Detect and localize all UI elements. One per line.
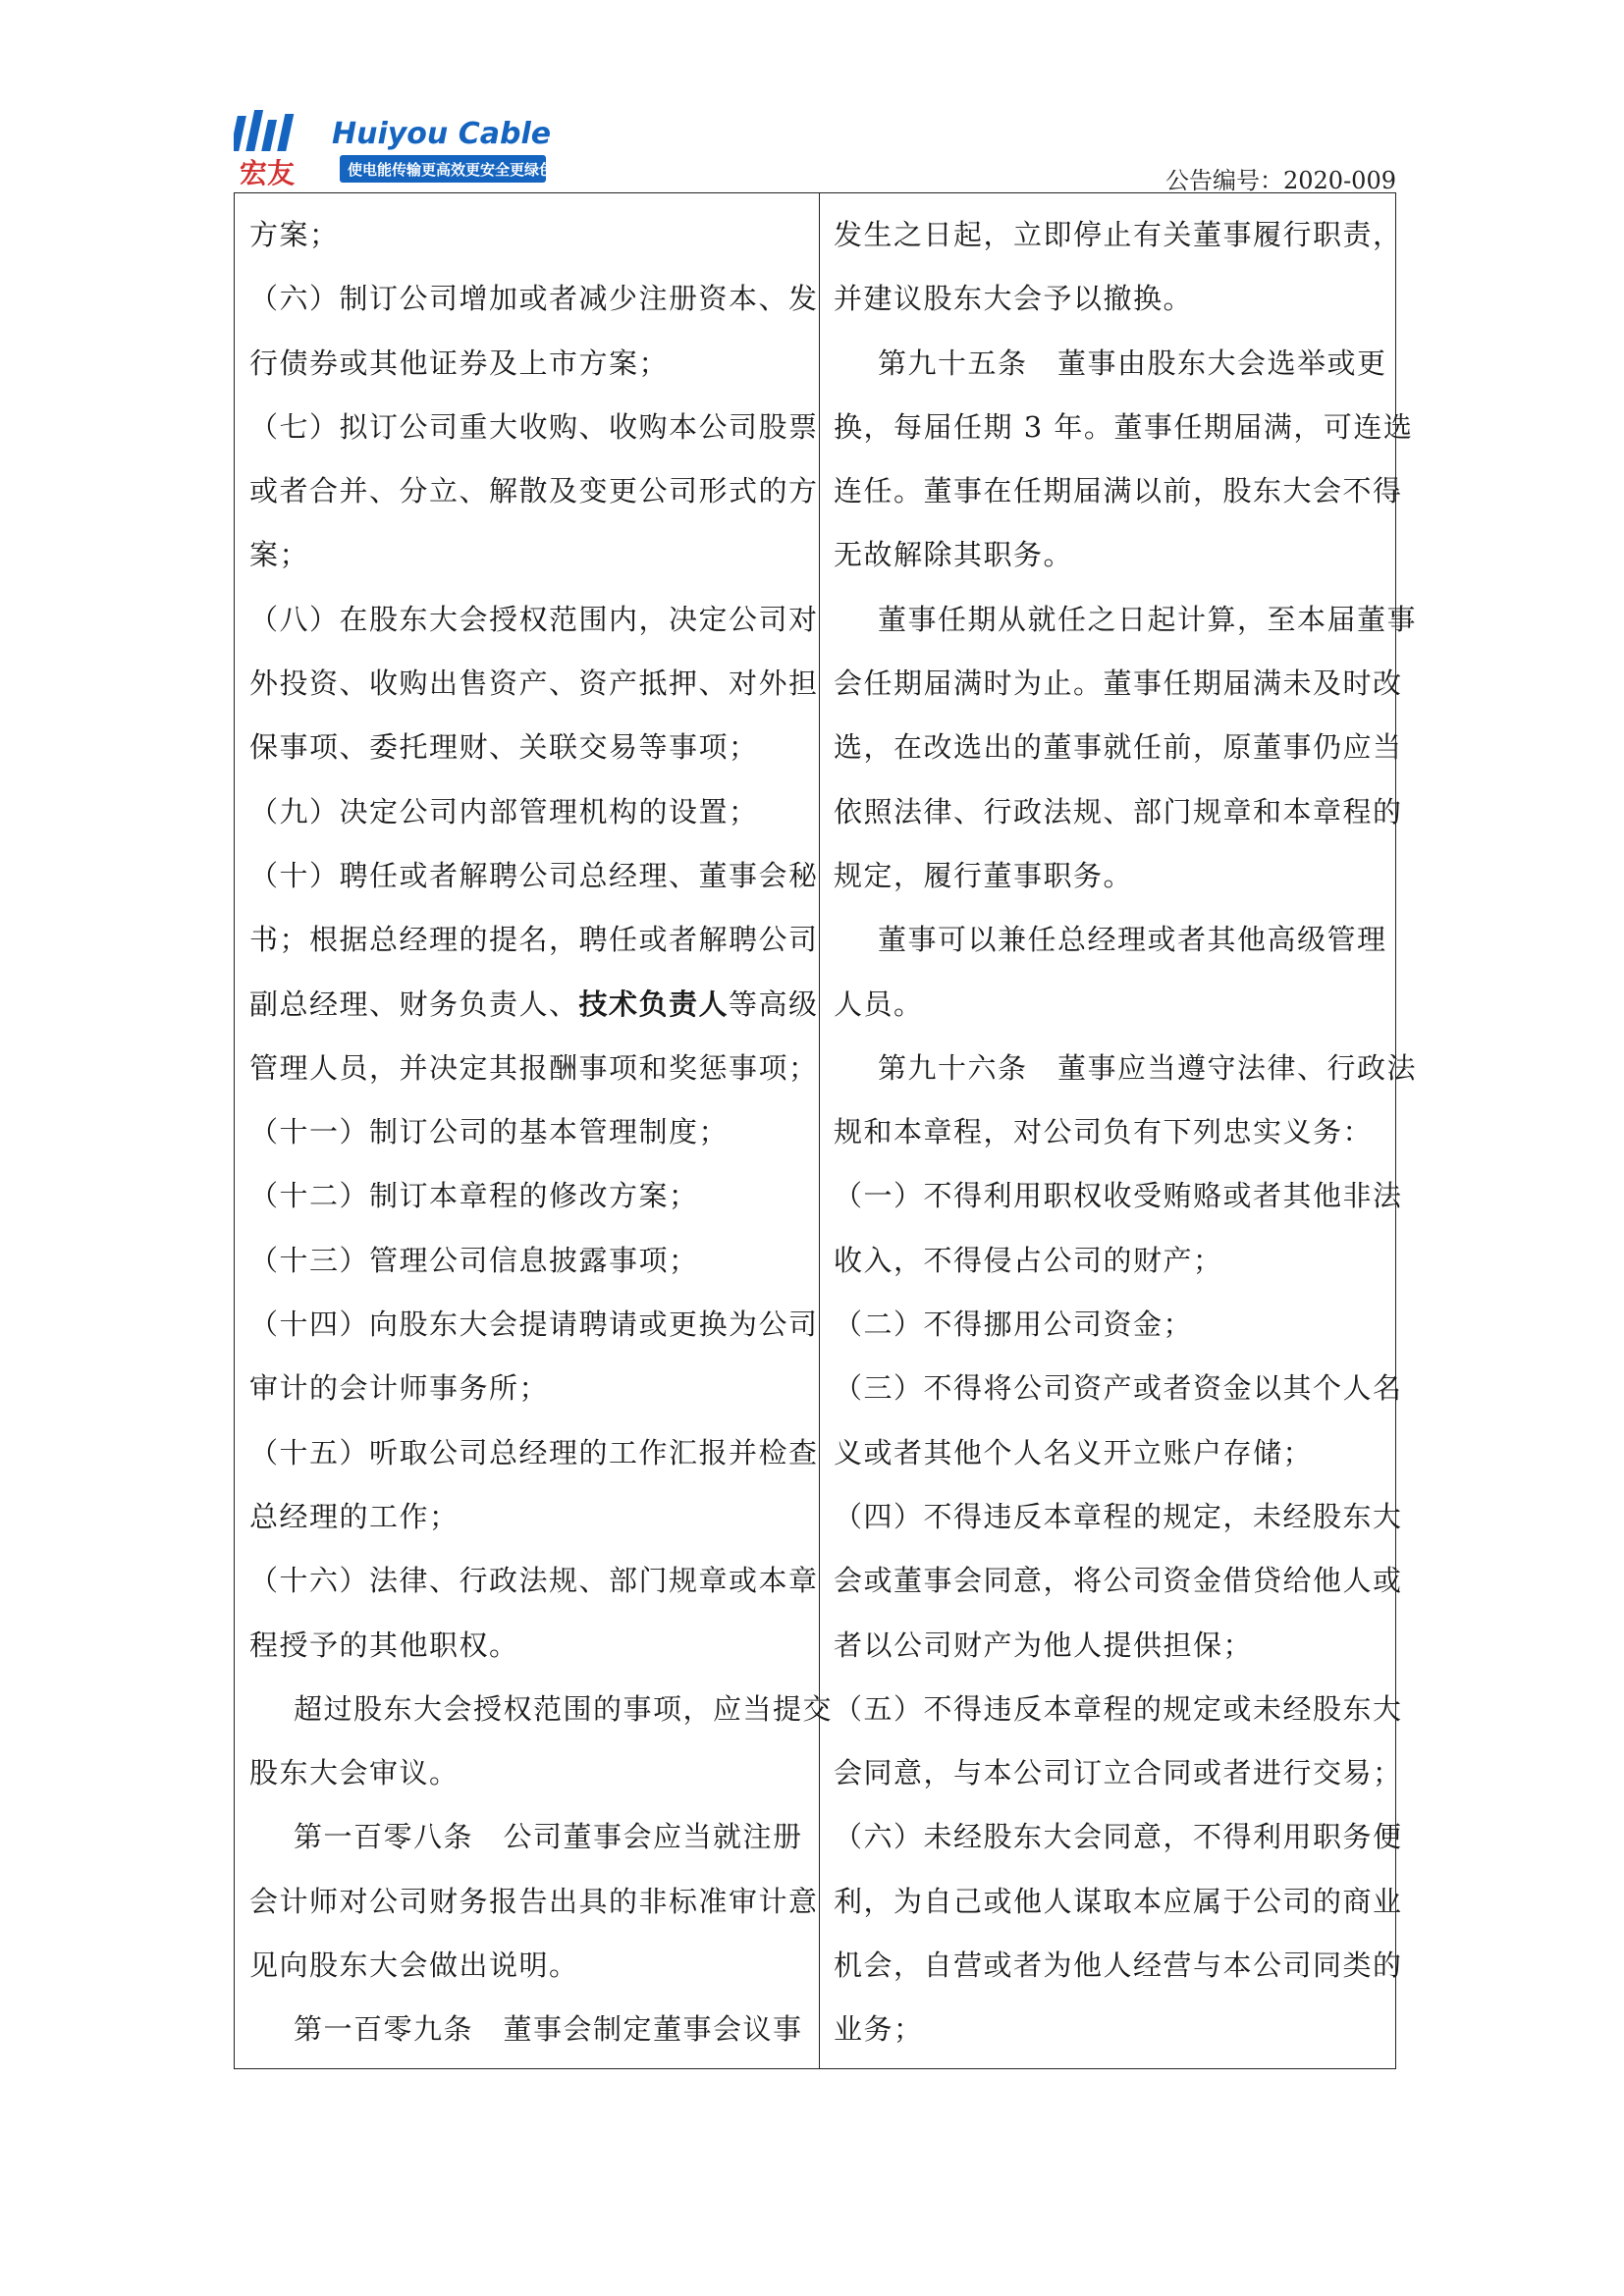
left-line: 或者合并、分立、解散及变更公司形式的方 [249,474,819,508]
left-line: （九）决定公司内部管理机构的设置； [249,794,759,828]
article-95-heading: 第九十五条 董事由股东大会选举或更 [878,346,1387,380]
right-line: 选，在改选出的董事就任前，原董事仍应当 [834,730,1403,765]
right-line: （六）未经股东大会同意，不得利用职务便 [834,1820,1403,1854]
right-line: 收入，不得侵占公司的财产； [834,1243,1223,1277]
right-line: 规定，履行董事职务。 [834,858,1134,892]
left-line: （十六）法律、行政法规、部门规章或本章 [249,1564,819,1598]
logo-cn-text: 宏友 [240,157,296,188]
left-line: （七）拟订公司重大收购、收购本公司股票 [249,409,819,444]
left-line: 方案； [249,218,340,251]
company-logo [234,106,558,188]
left-line: （十三）管理公司信息披露事项； [249,1243,699,1277]
article-109-heading: 第一百零九条 董事会制定董事会议事 [294,2012,803,2047]
logo-brand-text: Huiyou Cable [332,117,552,151]
left-line: 超过股东大会授权范围的事项，应当提交 [294,1691,834,1726]
left-line: 总经理的工作； [249,1499,460,1533]
article-96-heading: 第九十六条 董事应当遵守法律、行政法 [878,1050,1418,1085]
left-line: 保事项、委托理财、关联交易等事项； [249,730,759,765]
left-line-with-bold [249,973,819,1037]
right-line: 无故解除其职务。 [834,538,1074,572]
left-line: 见向股东大会做出说明。 [249,1949,579,1983]
right-line: （四）不得违反本章程的规定，未经股东大 [834,1499,1403,1533]
right-line: 利，为自己或他人谋取本应属于公司的商业 [834,1884,1403,1918]
left-line: （六）制订公司增加或者减少注册资本、发 [249,282,819,316]
right-line: 依照法律、行政法规、部门规章和本章程的 [834,794,1403,828]
right-line: 董事任期从就任之日起计算，至本届董事 [878,602,1418,636]
text-segment: 等高级 [729,987,819,1021]
left-line: 股东大会审议。 [249,1756,460,1790]
page-header [234,106,1396,194]
right-line: 会或董事会同意，将公司资金借贷给他人或 [834,1564,1403,1598]
left-line: 审计的会计师事务所； [249,1371,550,1406]
right-line: 业务； [834,2012,924,2047]
text-segment: 副总经理、财务负责人、 [249,987,579,1021]
comparison-table [234,192,1418,2069]
left-column [249,203,834,2062]
left-line: （十）聘任或者解聘公司总经理、董事会秘 [249,858,819,892]
left-line: 会计师对公司财务报告出具的非标准审计意 [249,1884,819,1918]
left-line: 管理人员，并决定其报酬事项和奖惩事项； [249,1050,819,1085]
right-line: 会同意，与本公司订立合同或者进行交易； [834,1756,1403,1790]
right-line: 人员。 [834,987,924,1021]
left-line: （十一）制订公司的基本管理制度； [249,1115,730,1149]
right-line: 者以公司财产为他人提供担保； [834,1628,1254,1662]
right-line: 并建议股东大会予以撤换。 [834,282,1194,316]
left-line: 行债券或其他证券及上市方案； [249,346,670,380]
right-line: 董事可以兼任总经理或者其他高级管理 [878,923,1387,957]
right-line: 规和本章程，对公司负有下列忠实义务： [834,1115,1374,1149]
left-line: （八）在股东大会授权范围内，决定公司对 [249,602,819,636]
notice-number: 公告编号：2020-009 [1165,167,1396,194]
right-line: 会任期届满时为止。董事任期届满未及时改 [834,667,1403,701]
right-line: 义或者其他个人名义开立账户存储； [834,1435,1314,1469]
column-divider [819,193,820,2068]
left-line: （十四）向股东大会提请聘请或更换为公司 [249,1308,819,1342]
left-line: （十二）制订本章程的修改方案； [249,1179,699,1213]
article-108-heading: 第一百零八条 公司董事会应当就注册 [294,1820,803,1854]
right-line: （二）不得挪用公司资金； [834,1308,1194,1342]
right-line: （三）不得将公司资产或者资金以其个人名 [834,1371,1403,1406]
left-line: （十五）听取公司总经理的工作汇报并检查 [249,1435,819,1469]
left-line: 案； [249,538,310,572]
right-line: （五）不得违反本章程的规定或未经股东大 [834,1691,1403,1726]
left-line: 书；根据总经理的提名，聘任或者解聘公司 [249,923,819,957]
bold-text-segment: 技术负责人 [578,987,730,1021]
right-line: 发生之日起，立即停止有关董事履行职责， [834,218,1403,251]
right-line: 机会，自营或者为他人经营与本公司同类的 [834,1949,1403,1983]
right-line: 连任。董事在任期届满以前，股东大会不得 [834,474,1403,508]
right-line: 换，每届任期 3 年。董事任期届满，可连选 [834,409,1414,444]
left-line: 程授予的其他职权。 [249,1628,519,1662]
logo-slogan: 使电能传输更高效更安全更绿色 [348,161,555,179]
right-column [834,203,1418,2062]
left-line: 外投资、收购出售资产、资产抵押、对外担 [249,667,819,701]
right-line: （一）不得利用职权收受贿赂或者其他非法 [834,1179,1403,1213]
